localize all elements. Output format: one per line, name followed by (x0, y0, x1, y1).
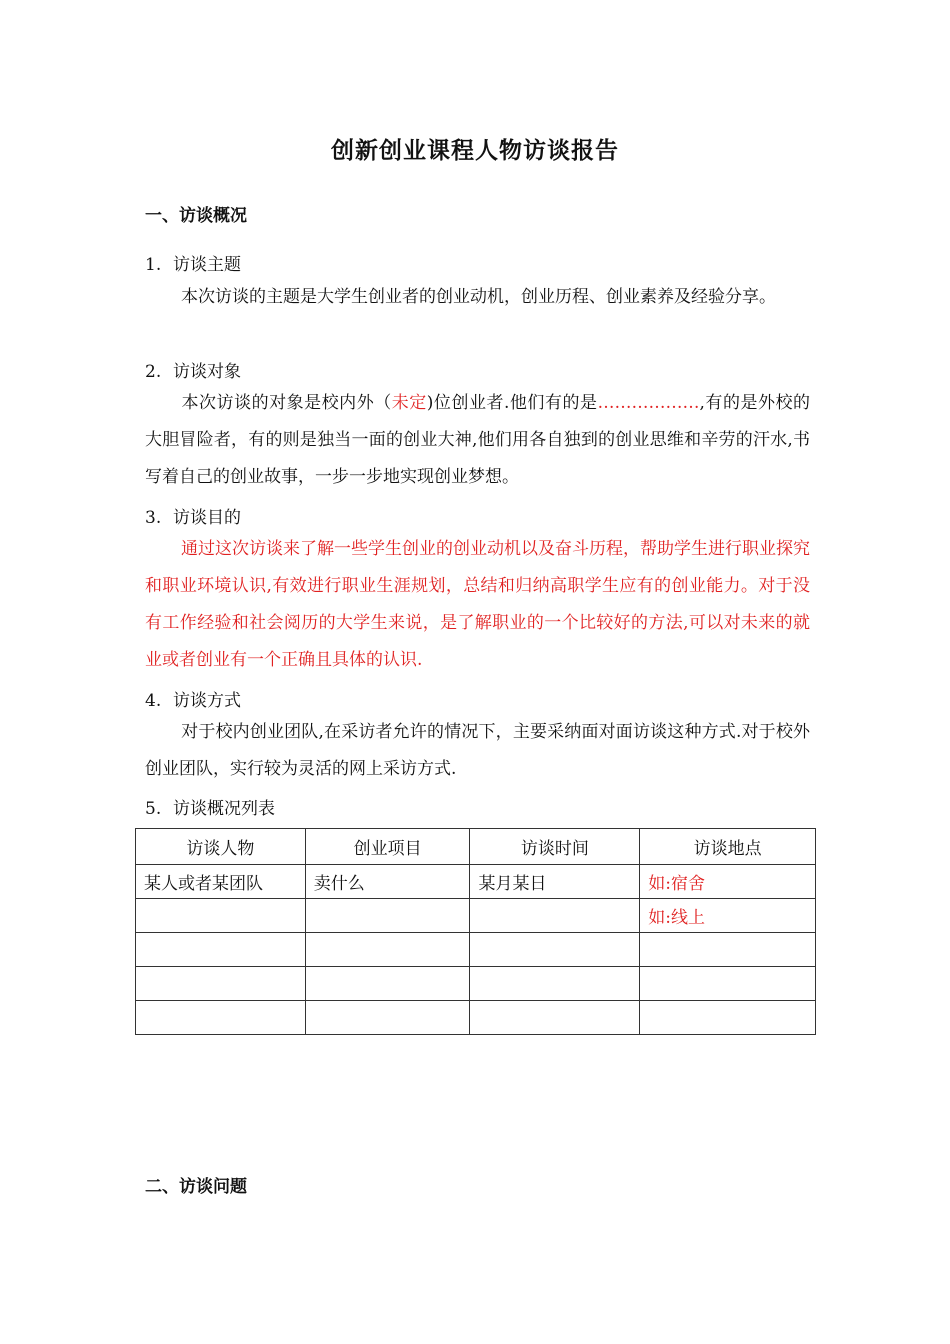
item1-label: 访谈主题 (173, 255, 241, 275)
table-row (136, 967, 816, 1001)
table-cell (470, 1001, 640, 1035)
table-cell: 某月某日 (470, 865, 640, 899)
header-cell-time: 访谈时间 (470, 829, 640, 865)
item2-text-a: 本次访谈的对象是校内外（ (181, 393, 392, 413)
item2-text-red1: 未定 (391, 393, 427, 413)
header-cell-project: 创业项目 (305, 829, 470, 865)
table-cell (470, 933, 640, 967)
item1-paragraph (145, 279, 810, 316)
table-cell (305, 1001, 470, 1035)
table-cell (470, 967, 640, 1001)
table-cell (470, 899, 640, 933)
item3-number: 3. (145, 508, 162, 528)
item3-label: 访谈目的 (173, 508, 241, 528)
table-row (136, 1001, 816, 1035)
table-cell: 某人或者某团队 (136, 865, 306, 899)
item5-number: 5. (145, 799, 162, 819)
item2-heading (145, 357, 241, 382)
section1-heading: 一、访谈概况 (145, 206, 247, 226)
item4-text: 对于校内创业团队,在采访者允许的情况下，主要采纳面对面访谈这种方式.对于校外创业团队，实行较为灵活的网上采访方式. (145, 722, 810, 779)
item1-text: 本次访谈的主题是大学生创业者的创业动机，创业历程、创业素养及经验分享。 (181, 287, 776, 307)
item2-text-b: )位创业者.他们有的是 (426, 393, 598, 413)
interview-overview-table (135, 828, 816, 1035)
table-row (136, 899, 816, 933)
table-cell (640, 967, 816, 1001)
table-cell (136, 899, 306, 933)
table-cell: 如:宿舍 (640, 865, 816, 899)
table-cell: 卖什么 (305, 865, 470, 899)
item3-heading (145, 503, 241, 528)
item4-label: 访谈方式 (173, 691, 241, 711)
item2-paragraph (145, 385, 810, 496)
table-row (136, 933, 816, 967)
item5-heading (145, 794, 275, 819)
document-title: 创新创业课程人物访谈报告 (331, 137, 619, 164)
table-cell (305, 967, 470, 1001)
table-row (136, 865, 816, 899)
item2-label: 访谈对象 (173, 362, 241, 382)
item4-number: 4. (145, 691, 162, 711)
header-cell-place: 访谈地点 (640, 829, 816, 865)
table-cell (640, 933, 816, 967)
header-cell-person: 访谈人物 (136, 829, 306, 865)
item3-paragraph (145, 531, 810, 679)
item2-text-c: ,有的是外校的大胆冒险者，有的则是独当一面的创业大神,他们用各自独到的创业思维和辛劳的汗水,书写着自己的创业故事，一步一步地实现创业梦想。 (145, 393, 811, 487)
table-cell (136, 1001, 306, 1035)
table-cell (640, 1001, 816, 1035)
item2-text-red2: ……………… (597, 393, 700, 413)
item4-paragraph (145, 714, 810, 788)
item1-heading (145, 250, 241, 275)
item4-heading (145, 686, 241, 711)
table-cell (305, 899, 470, 933)
table-header-row (136, 829, 816, 865)
table-cell (305, 933, 470, 967)
table-cell: 如:线上 (640, 899, 816, 933)
item5-label: 访谈概况列表 (173, 799, 275, 819)
item3-text: 通过这次访谈来了解一些学生创业的创业动机以及奋斗历程，帮助学生进行职业探究和职业环境认识,有效进行职业生涯规划，总结和归纳高职学生应有的创业能力。对于没有工作经验和社会阅历的大学生来说，是了解职业的一个比较好的方法,可以对未来的就业或者创业有一个正确且具体的认识. (145, 539, 810, 670)
table-cell (136, 967, 306, 1001)
item1-number: 1. (145, 255, 162, 275)
table-cell (136, 933, 306, 967)
item2-number: 2. (145, 362, 162, 382)
section2-heading: 二、访谈问题 (145, 1177, 247, 1197)
